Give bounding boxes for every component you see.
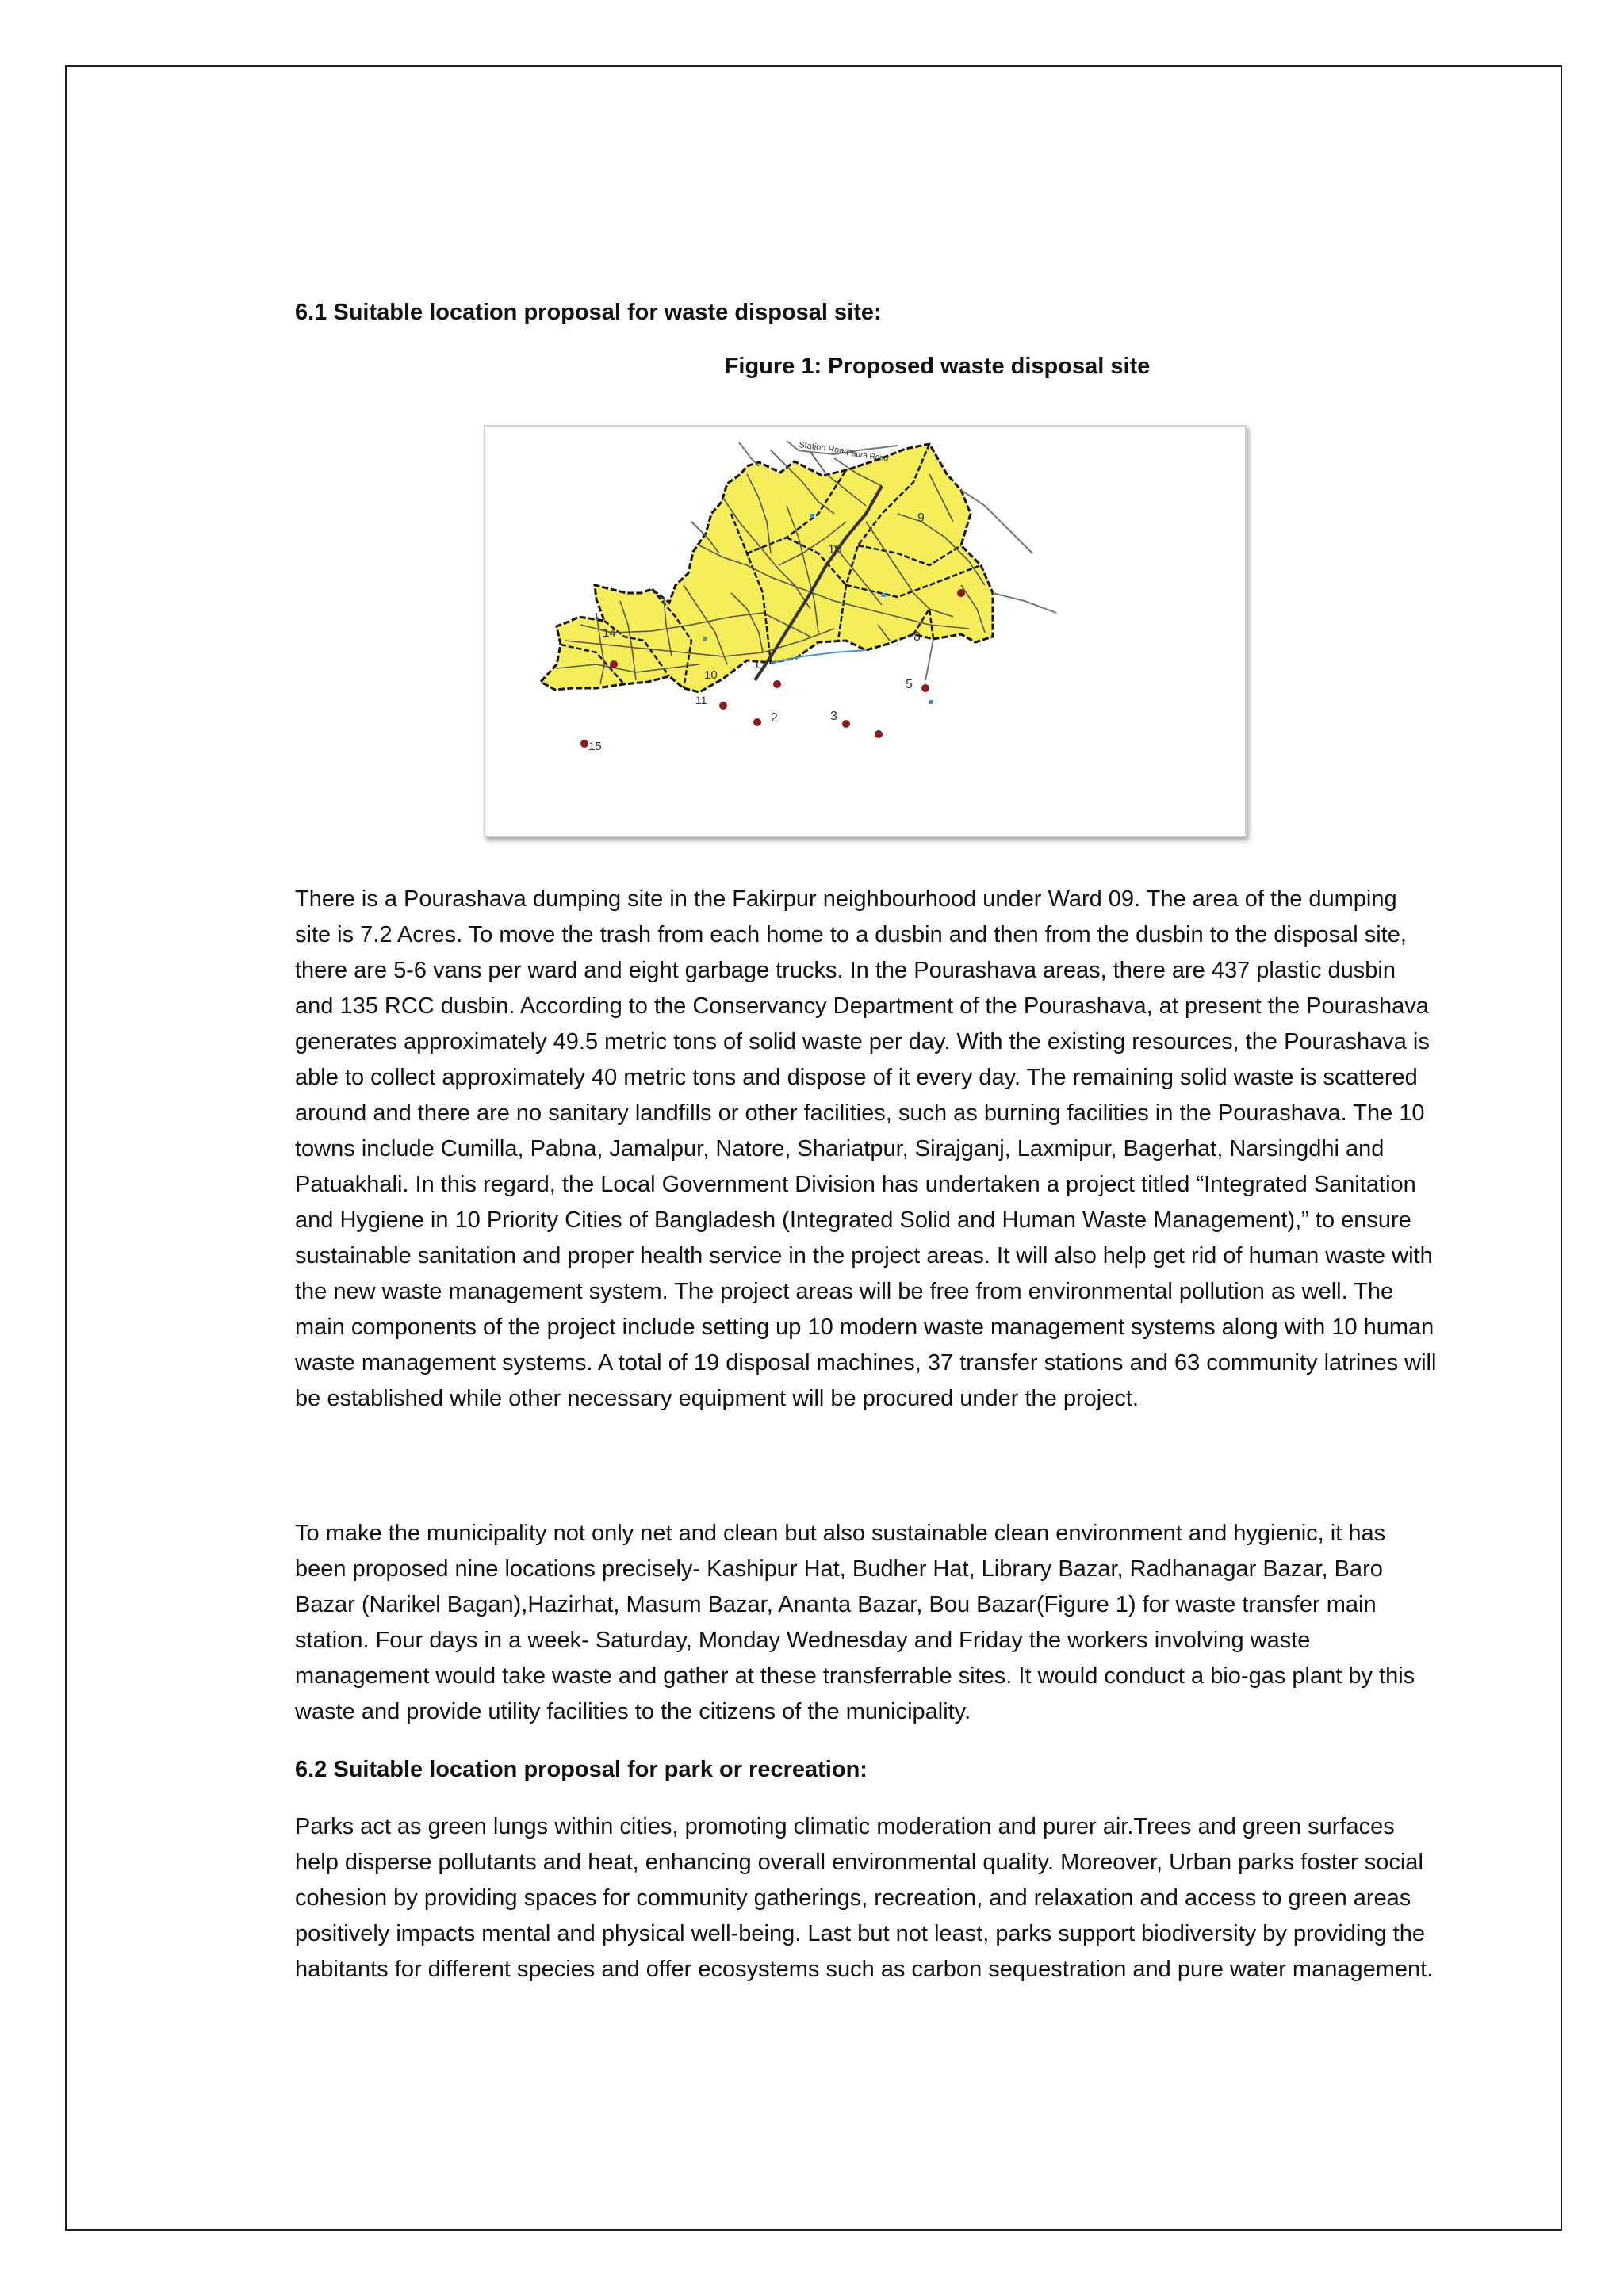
section-heading-6-2: 6.2 Suitable location proposal for park or recreation: xyxy=(295,1757,868,1782)
ward-label-10b: 10 xyxy=(704,668,718,682)
municipality-map xyxy=(485,427,1245,836)
municipality-boundary xyxy=(541,444,993,692)
ward-label-5: 5 xyxy=(906,678,913,691)
ward-label-15: 15 xyxy=(588,740,602,753)
ward-label-8: 8 xyxy=(914,630,921,644)
ward-label-3: 3 xyxy=(830,710,837,723)
ward-label-1: 1 xyxy=(753,658,760,672)
facility-marker xyxy=(929,700,933,704)
site-marker xyxy=(610,660,618,668)
site-marker xyxy=(957,589,965,597)
ward-label-11: 11 xyxy=(695,694,707,706)
ward-label-2: 2 xyxy=(771,711,778,725)
ward-label-14: 14 xyxy=(603,626,616,640)
paragraph-parks: Parks act as green lungs within cities, promoting climatic moderation and purer air.Trees and green surfaces help disperse pollutants and heat, enhancing overall environmental quality. Moreover, Urban parks foster social cohesion by providing spaces for community gatherings, recreation, and relaxation and access to green areas positively impacts mental and physical well-being. Last but not least, parks support biodiversity by providing the habitants for different species and offer ecosystems such as carbon sequestration and pure water management. xyxy=(295,1814,1434,1982)
site-marker xyxy=(921,684,929,692)
figure-caption: Figure 1: Proposed waste disposal site xyxy=(724,354,1151,379)
site-marker xyxy=(773,680,781,688)
site-marker xyxy=(580,740,588,748)
site-marker xyxy=(842,720,850,728)
facility-marker xyxy=(703,637,707,641)
facility-marker xyxy=(810,514,814,518)
map-label-road-2: Paura Road xyxy=(845,449,889,464)
site-marker xyxy=(875,730,883,738)
site-marker xyxy=(719,702,727,710)
section-heading-6-1: 6.1 Suitable location proposal for waste disposal site: xyxy=(295,300,882,325)
site-marker xyxy=(753,718,761,726)
map-label-road-1: Station Road xyxy=(798,440,850,457)
document-content xyxy=(295,295,1437,1982)
ward-label-9: 9 xyxy=(917,511,925,525)
paragraph-transfer-stations: To make the municipality not only net and clean but also sustainable clean environment and hygienic, it has been proposed nine locations precisely- Kashipur Hat, Budher Hat, Library Bazar, Radhanagar Bazar, Baro Bazar (Narikel Bagan),Hazirhat, Masum Bazar, Ananta Bazar, Bou Bazar(Figure 1) for waste transfer main station. Four days in a week- Saturday, Monday Wednesday and Friday the workers involving waste management would take waste and gather at these transferrable sites. It would conduct a bio-gas plant by this waste and provide utility facilities to the citizens of the municipality. xyxy=(295,1521,1415,1724)
waste-disposal-map-figure xyxy=(484,425,1247,837)
paragraph-dumping-site: There is a Pourashava dumping site in the Fakirpur neighbourhood under Ward 09. The area of the dumping site is 7.2 Acres. To move the trash from each home to a dusbin and then from the dusbin to the disposal site, there are 5-6 vans per ward and eight garbage trucks. In the Pourashava areas, there are 437 plastic dusbin and 135 RCC dusbin. According to the Conservancy Department of the Pourashava, at present the Pourashava generates approximately 49.5 metric tons of solid waste per day. With the existing resources, the Pourashava is able to collect approximately 40 metric tons and dispose of it every day. The remaining solid waste is scattered around and there are no sanitary landfills or other facilities, such as burning facilities in the Pourashava. The 10 towns include Cumilla, Pabna, Jamalpur, Natore, Shariatpur, Sirajganj, Laxmipur, Bagerhat, Narsingdhi and Patuakhali. In this regard, the Local Government Division has undertaken a project titled “Integrated Sanitation and Hygiene in 10 Priority Cities of Bangladesh (Integrated Solid and Human Waste Management),” to ensure sustainable sanitation and proper health service in the project areas. It will also help get rid of human waste with the new waste management system. The project areas will be free from environmental pollution as well. The main components of the project include setting up 10 modern waste management systems along with 10 human waste management systems. A total of 19 disposal machines, 37 transfer stations and 63 community latrines will be established while other necessary equipment will be procured under the project. xyxy=(295,886,1437,1411)
facility-marker xyxy=(882,593,886,597)
ward-label-10: 10 xyxy=(828,543,842,557)
